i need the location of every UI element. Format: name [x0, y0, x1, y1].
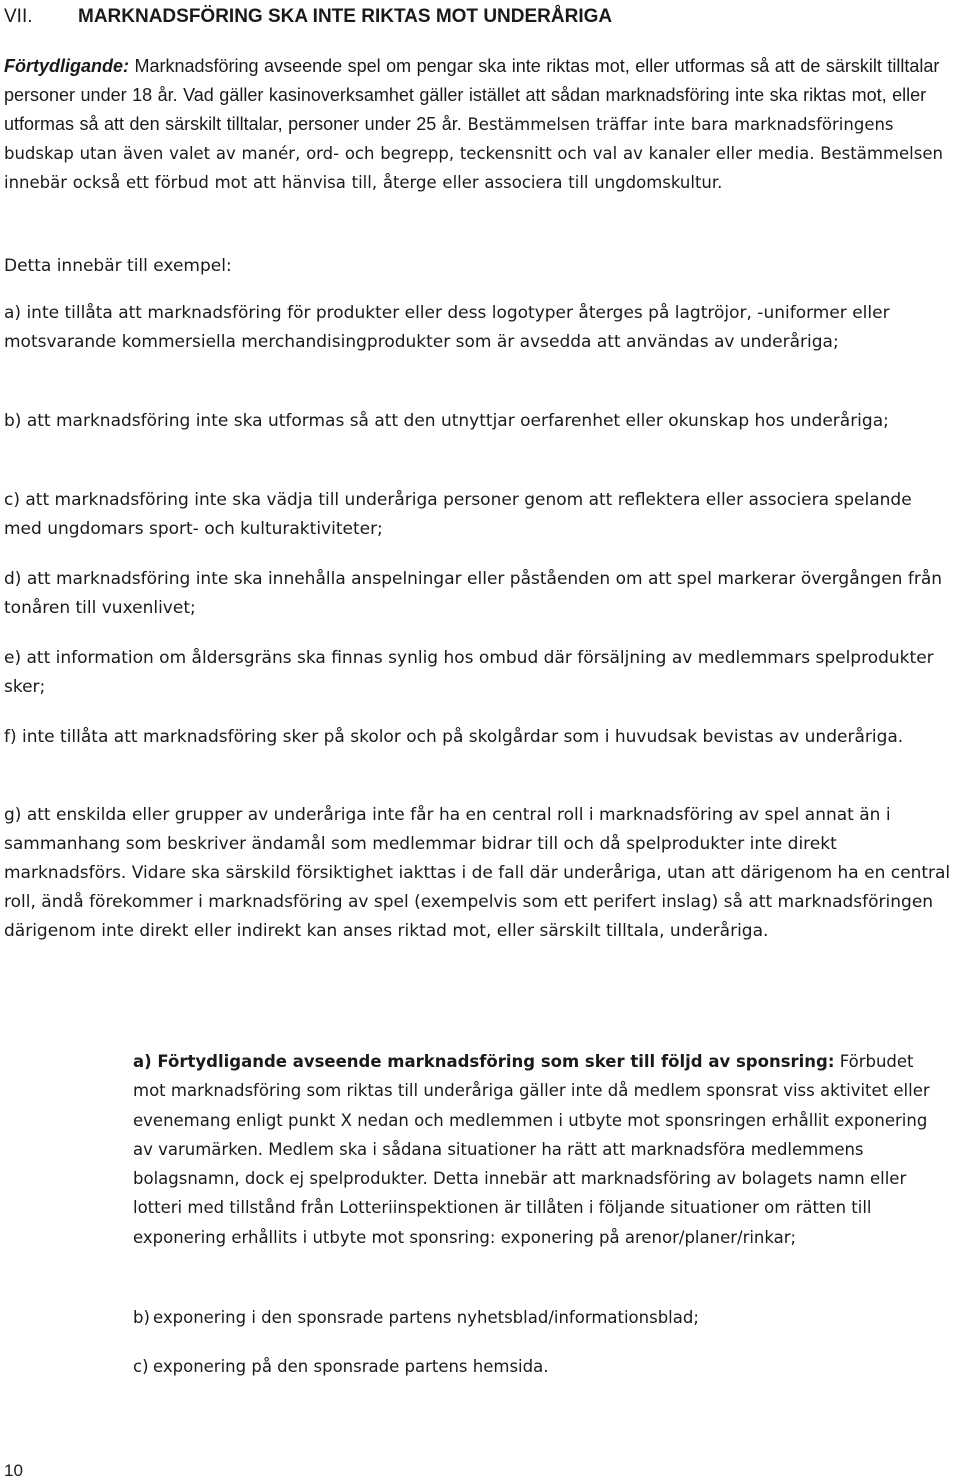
intro-text: Marknadsföring avseende spel om pengar ska inte riktas mot, eller utformas så att de särskilt tilltalar personer under 18 år. Vad gäller kasinoverksamhet gäller istället att sådan marknadsföring inte ska riktas mot, eller utformas så att den särskilt tilltalar, personer under 25 år.	[4, 56, 940, 134]
list-item-d: d) att marknadsföring inte ska innehålla anspelningar eller påståenden om att spel markerar övergången från tonåren till vuxenlivet;	[4, 569, 943, 618]
list-item-g: g) att enskilda eller grupper av underåriga inte får ha en central roll i marknadsföring av spel annat än i sammanhang som beskriver ändamål som medlemmar bidrar till och då spelprodukter inte direkt marknadsförs. Vidare ska särskild försiktighet iakttas i de fall där underåriga, utan att därigenom ha en central roll, ändå förekommer i marknadsföring av spel (exempelvis som ett perifert inslag) så att marknadsföringen därigenom inte direkt eller indirekt kan anses riktad mot, eller särskilt tilltala, underåriga.	[4, 805, 951, 941]
intro-lead: Förtydligande:	[4, 56, 129, 76]
sponsorship-item-c	[133, 1352, 948, 1381]
list-item-c: c) att marknadsföring inte ska vädja till underåriga personer genom att reflektera eller associera spelande med ungdomars sport- och kulturaktiviteter;	[4, 490, 912, 539]
sponsorship-paragraph	[133, 1047, 948, 1252]
list-item-b: b) att marknadsföring inte ska utformas så att den utnyttjar oerfarenhet eller okunskap hos underåriga;	[4, 411, 889, 431]
section-title: MARKNADSFÖRING SKA INTE RIKTAS MOT UNDERÅRIGA	[78, 6, 613, 27]
sponsorship-item-b-marker: b)	[133, 1308, 150, 1327]
sponsorship-item-b-text: exponering i den sponsrade partens nyhetsblad/informationsblad;	[153, 1308, 699, 1327]
page-number: 10	[4, 1461, 23, 1480]
list-item-f: f) inte tillåta att marknadsföring sker på skolor och på skolgårdar som i huvudsak bevistas av underåriga.	[4, 727, 904, 747]
sponsorship-lead: a) Förtydligande avseende marknadsföring som sker till följd av sponsring:	[133, 1052, 835, 1071]
section-heading	[0, 4, 612, 30]
sponsorship-item-c-marker: c)	[133, 1357, 149, 1376]
intro-text-2: Bestämmelsen träffar inte bara marknadsföringens budskap utan även valet av manér, ord- och begrepp, teckensnitt och val av kanaler eller media. Bestämmelsen innebär också ett förbud mot att hänvisa till, återge eller associera till ungdomskultur.	[4, 115, 943, 192]
sponsorship-item-c-text: exponering på den sponsrade partens hemsida.	[153, 1357, 549, 1376]
sponsorship-item-b	[133, 1303, 948, 1332]
section-number: VII.	[4, 6, 33, 27]
example-intro: Detta innebär till exempel:	[4, 256, 232, 276]
list-item-a: a) inte tillåta att marknadsföring för produkter eller dess logotyper återges på lagtröjor, -uniformer eller motsvarande kommersiella merchandisingprodukter som är avsedda att användas av underåriga;	[4, 303, 890, 352]
list-item-e: e) att information om åldersgräns ska finnas synlig hos ombud där försäljning av medlemmars spelprodukter sker;	[4, 648, 934, 697]
sponsorship-text: Förbudet mot marknadsföring som riktas till underåriga gäller inte då medlem sponsrat viss aktivitet eller evenemang enligt punkt X nedan och medlemmen i utbyte mot sponsringen erhållit exponering av varumärken. Medlem ska i sådana situationer ha rätt att marknadsföra medlemmens bolagsnamn, dock ej spelprodukter. Detta innebär att marknadsföring av bolagets namn eller lotteri med tillstånd från Lotteriinspektionen är tillåten i följande situationer om rätten till exponering erhållits i utbyte mot sponsring: exponering på arenor/planer/rinkar;	[133, 1052, 930, 1247]
intro-paragraph	[4, 52, 954, 197]
